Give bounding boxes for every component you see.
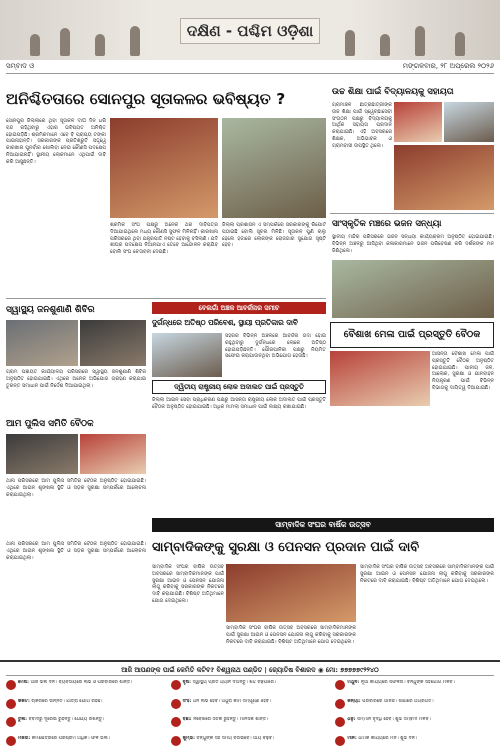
banner-figure <box>380 34 390 56</box>
story-e-photo <box>152 333 222 377</box>
sign-name: ଧନୁ: <box>347 717 358 722</box>
banner-figure <box>130 26 140 56</box>
horoscope-sign <box>6 680 165 697</box>
sign-text: ସମ୍ମାନ ବୃଦ୍ଧି ହେବ। ଶୁଭ ସମ୍ବାଦ ମିଳିବ। <box>357 717 431 722</box>
story-a-photo-2 <box>444 102 494 142</box>
sign-text: ଆଜି ଭଲ ଦିନ। ବ୍ୟବସାୟରେ ଲାଭ ଓ ପରିବାରରେ ଶାନ୍ତି। <box>30 680 133 685</box>
horoscope-header: ଆଜି ଆପଣଙ୍କ ପାଇଁ କେମିତି କଟିବ? ବିଶ୍ୱନାଥ ପଣ୍ଡିତ | ଜ୍ୟୋତିଷ ବିଶାରଦ ◉ ମୋ: ୭୭୭୭୭୯୨୨୪୦ <box>6 665 494 676</box>
horoscope-sign <box>335 717 494 734</box>
story-f-headline-box <box>152 380 326 394</box>
divider <box>330 213 494 214</box>
zodiac-icon <box>6 717 16 727</box>
banner-figure <box>455 32 465 56</box>
banner-figure <box>95 34 105 56</box>
story-a-photo-1 <box>394 102 442 142</box>
story-c-photo-1 <box>6 320 78 366</box>
story-b-headline: ସାଂସ୍କୃତିକ ମଞ୍ଚରେ ଭଜନ ସନ୍ଧ୍ୟା <box>332 219 442 229</box>
sign-name: ତୁଳା: <box>18 717 29 722</box>
story-b-photo <box>332 260 494 318</box>
story-e-body: ସହରର ବିଭିନ୍ନ ଅଞ୍ଚଳରେ ଆବର୍ଜନା ଗଦା ହୋଇ ରହୁଥିବାରୁ ଦୁର୍ଗନ୍ଧରେ ଲୋକେ ଅତିଷ୍ଠ ହୋଇପଡ଼ିଛନ୍ତି। ପୌରପାଳିକା ପକ୍ଷରୁ ନିୟମିତ ସଫେଇ କରାଯାଉନଥିବା ଅଭିଯୋଗ ହେଉଛି। <box>225 333 326 360</box>
horoscope-grid <box>6 680 494 752</box>
sign-name: କର୍କଟ: <box>18 698 32 704</box>
story-d-headline: ଆମ ପୁଲିସ ସମିତି ବୈଠକ <box>6 419 94 429</box>
story-b-body: ସ୍ଥାନୀୟ ମନ୍ଦିର ପରିସରରେ ଭଜନ ସନ୍ଧ୍ୟା କାର୍ଯ୍ୟକ୍ରମ ଅନୁଷ୍ଠିତ ହୋଇଯାଇଛି। ବିଭିନ୍ନ ଅଞ୍ଚଳରୁ ଆସିଥିବା କଳାକାରମାନେ ଭଜନ ପରିବେଷଣ କରି ଦର୍ଶକଙ୍କ ମନ ଜିଣିଥିଲେ। <box>332 234 494 254</box>
story-f-headline: ଦ୍ୱିତୀୟ ରାଷ୍ଟ୍ରୀୟ ଲୋକ ଅଦାଲତ ପାଇଁ ପ୍ରସ୍ତୁତି <box>174 383 304 391</box>
sign-text: କର୍ମକ୍ଷେତ୍ରରେ ପରିଶ୍ରମ ଅଧିକ। ଫଳ ଭଲ। <box>31 735 110 741</box>
sign-name: ମକର: <box>18 735 32 741</box>
story-a-body: ଗ୍ରାମାଞ୍ଚଳ ଛାତ୍ରଛାତ୍ରୀଙ୍କ ଉଚ୍ଚ ଶିକ୍ଷା ପାଇଁ ସ୍ୱେଚ୍ଛାସେବୀ ସଂଗଠନ ପକ୍ଷରୁ ବିଦ୍ୟାଳୟକୁ ଆର୍ଥିକ ସହାୟତା ପ୍ରଦାନ କରାଯାଇଛି। ଏହି ଅବସରରେ ଶିକ୍ଷକ, ଅଭିଭାବକ ଓ ଗ୍ରାମବାସୀ ଉପସ୍ଥିତ ଥିଲେ। <box>332 102 392 149</box>
zodiac-icon <box>335 680 345 690</box>
horoscope-sign <box>171 699 330 716</box>
story-c-headline: ସ୍ୱାସ୍ଥ୍ୟ ଜନଶୁଣାଣି ଶିବିର <box>6 305 95 315</box>
sign-name: ମିଥୁନ: <box>347 680 361 685</box>
sign-name: ବିଛା: <box>182 717 194 722</box>
sign-text: ଚାକିରିରେ ଉନ୍ନତି। ଯାତ୍ରା ଯୋଗ ରହିଛି। <box>31 698 103 704</box>
sign-text: ବନ୍ଧୁଙ୍କ ସହ ସମୟ ବିତାଇବେ। ଆୟ ବଢ଼ିବ। <box>196 735 275 741</box>
sign-text: ବିବାଦରୁ ଦୂରେଇ ରୁହନ୍ତୁ। ଧୈର୍ଯ୍ୟ ରଖନ୍ତୁ। <box>28 717 105 722</box>
story-d-photo-1 <box>6 434 78 474</box>
story-d-body: ଥାନା ପରିସରରେ ଆମ ପୁଲିସ ସମିତିର ବୈଠକ ଅନୁଷ୍ଠିତ ହୋଇଯାଇଛି। ଏଥିରେ ଆଇନ ଶୃଙ୍ଖଳା ସ୍ଥିତି ଓ ସଡ଼କ ସୁରକ୍ଷା ସମ୍ପର୍କରେ ଆଲୋଚନା କରାଯାଇଥିଲା। <box>6 478 146 498</box>
horoscope-sign <box>6 736 165 753</box>
story-h-photo <box>226 564 356 622</box>
story-g-body: ଆସନ୍ତା ବୈଶାଖ ମେଳା ପାଇଁ ପ୍ରସ୍ତୁତି ବୈଠକ ଅନୁଷ୍ଠିତ ହୋଇଯାଇଛି। ପାନୀୟ ଜଳ, ଆଲୋକ, ସୁରକ୍ଷା ଓ ଯାନବାହନ ନିୟନ୍ତ୍ରଣ ପାଇଁ ବିଭିନ୍ନ ବିଭାଗକୁ ଦାୟିତ୍ୱ ଦିଆଯାଇଛି। <box>432 351 494 391</box>
story-h-body-3: ସାମ୍ବାଦିକ ସଂଘର ବାର୍ଷିକ ଉତ୍ସବ ଅବସରରେ ସାମ୍ବାଦିକମାନଙ୍କ ପାଇଁ ସୁରକ୍ଷା ଆଇନ ଓ ପେନସନ ଯୋଜନା ଲାଗୁ କରିବାକୁ ସରକାରଙ୍କ ନିକଟରେ ଦାବି କରାଯାଇଛି। ବିଶିଷ୍ଟ ଅତିଥିମାନେ ଯୋଗ ଦେଇଥିଲେ। <box>360 564 494 584</box>
banner-figure <box>415 26 425 56</box>
banner-figure <box>60 28 70 56</box>
issue-date: ମଙ୍ଗଳବାର, ୨୮ ଅପ୍ରେଲ ୨୦୨୬ <box>402 62 494 70</box>
sign-text: ପରିବାରରେ ଆନନ୍ଦ। ଶିକ୍ଷାରେ ଅଗ୍ରଗତି। <box>362 698 434 704</box>
story-h-body: ସାମ୍ବାଦିକ ସଂଘର ବାର୍ଷିକ ଉତ୍ସବ ଅବସରରେ ସାମ୍ବାଦିକମାନଙ୍କ ପାଇଁ ସୁରକ୍ଷା ଆଇନ ଓ ପେନସନ ଯୋଜନା ଲାଗୁ କରିବାକୁ ସରକାରଙ୍କ ନିକଟରେ ଦାବି କରାଯାଇଛି। ବିଶିଷ୍ଟ ଅତିଥିମାନେ ଯୋଗ ଦେଇଥିଲେ। <box>152 564 224 604</box>
story-h-kicker: ସାମ୍ବାଦିକ ସଂଘର ବାର୍ଷିକ ଉତ୍ସବ <box>152 518 494 532</box>
horoscope-sign <box>171 680 330 697</box>
story-d-body-cont: ଥାନା ପରିସରରେ ଆମ ପୁଲିସ ସମିତିର ବୈଠକ ଅନୁଷ୍ଠିତ ହୋଇଯାଇଛି। ଏଥିରେ ଆଇନ ଶୃଙ୍ଖଳା ସ୍ଥିତି ଓ ସଡ଼କ ସୁରକ୍ଷା ସମ୍ପର୍କରେ ଆଲୋଚନା କରାଯାଇଥିଲା। <box>6 541 146 561</box>
sign-text: ସ୍ୱାସ୍ଥ୍ୟ ପ୍ରତି ଧ୍ୟାନ ଦିଅନ୍ତୁ। ଖର୍ଚ୍ଚ ବଢ଼ିପାରେ। <box>192 680 276 685</box>
divider <box>6 298 326 299</box>
lead-photo-2 <box>222 118 326 218</box>
lead-photo-1 <box>110 118 218 218</box>
lead-body-col2: ଶ୍ରମିକ ସଂଘ ପକ୍ଷରୁ ଅନେକ ଥର ଦାବିପତ୍ର ଦିଆଯାଇଥିଲେ ମଧ୍ୟ କୌଣସି ସୁଫଳ ମିଳିନାହିଁ। କାରଖାନା ପରିସରରେ ଥିବା ଯନ୍ତ୍ରପାତି ନଷ୍ଟ ହେବାକୁ ବସିଲାଣି। ଯଦି ଶୀଘ୍ର ପଦକ୍ଷେପ ନିଆନଯାଏ ତେବେ ଆନ୍ଦୋଳନ କରାଯିବ ବୋଲି ସଂଘ ଚେତାବନୀ ଦେଇଛି। <box>110 222 218 256</box>
section-title: ଦକ୍ଷିଣ - ପଶ୍ଚିମ ଓଡ଼ିଶା <box>180 18 320 44</box>
zodiac-icon <box>6 680 16 690</box>
horoscope-sign <box>171 736 330 753</box>
sign-text: ନୂଆ କାର୍ଯ୍ୟରେ ସଫଳତା। ବନ୍ଧୁଙ୍କ ସହଯୋଗ ମିଳିବ। <box>360 680 455 685</box>
sign-name: ବୃଷ: <box>182 680 193 685</box>
zodiac-icon <box>335 699 345 709</box>
sign-name: କନ୍ୟା: <box>347 698 363 704</box>
issue-line <box>6 62 494 74</box>
lead-headline: ଅନିଶ୍ଚିତତାରେ ସୋନପୁର ସୂତାକଳର ଭବିଷ୍ୟତ ? <box>6 90 286 108</box>
horoscope-sign <box>335 680 494 697</box>
story-a-photo-3 <box>394 145 494 210</box>
story-c-photo-2 <box>80 320 146 366</box>
horoscope-sign <box>6 699 165 716</box>
story-e-kicker: ବେଲଗାଁ ଅଞ୍ଚଳ ଆବର୍ଜନାର ସମୀଚ <box>152 302 326 314</box>
zodiac-icon <box>171 736 181 746</box>
story-c-body: ଗ୍ରାମ ପଞ୍ଚାୟତ କାର୍ଯ୍ୟାଳୟ ପରିସରରେ ସ୍ୱାସ୍ଥ୍ୟ ଜନଶୁଣାଣି ଶିବିର ଅନୁଷ୍ଠିତ ହୋଇଯାଇଛି। ଏଥିରେ ଅନେକ ଅଭିଯୋଗ ଗ୍ରହଣ କରାଯାଇ ତୁରନ୍ତ ସମାଧାନ ପାଇଁ ନିର୍ଦ୍ଦେଶ ଦିଆଯାଇଥିଲା। <box>6 369 146 389</box>
sign-text: ନିବେଶରେ ସତର୍କ ରୁହନ୍ତୁ। ମାନସିକ ଶାନ୍ତି। <box>193 717 269 722</box>
sign-name: ମୀନ: <box>347 735 359 741</box>
zodiac-icon <box>171 699 181 709</box>
horoscope-sign <box>171 717 330 734</box>
horoscope-sign <box>335 736 494 753</box>
sign-name: କୁମ୍ଭ: <box>182 735 197 741</box>
story-g-headline: ବୈଶାଖ ମେଳା ପାଇଁ ପ୍ରସ୍ତୁତି ବୈଠକ <box>343 329 481 340</box>
issue-left: ସମ୍ବାଦ ଓ <box>6 62 35 70</box>
horoscope-sign <box>6 717 165 734</box>
horoscope-section <box>0 660 500 754</box>
story-f-body: ଜିଲ୍ଲା ଆଇନ ସେବା ପ୍ରାଧିକରଣ ପକ୍ଷରୁ ଆସନ୍ତା ରାଷ୍ଟ୍ରୀୟ ଲୋକ ଅଦାଲତ ପାଇଁ ପ୍ରସ୍ତୁତି ବୈଠକ ଅନୁଷ୍ଠିତ ହୋଇଯାଇଛି। ଅଧିକ ମାମଲା ସମାଧାନ ପାଇଁ ଲକ୍ଷ୍ୟ ରଖାଯାଇଛି। <box>152 397 326 410</box>
sign-text: ଧନ ଲାଭ ହେବ। ଅଧୁରା କାମ ସମ୍ପୂର୍ଣ୍ଣ ହେବ। <box>192 698 272 704</box>
story-g-photo <box>330 351 430 406</box>
zodiac-icon <box>335 736 345 746</box>
zodiac-icon <box>171 680 181 690</box>
story-g-headline-box <box>330 322 494 348</box>
story-h-body-2: ସାମ୍ବାଦିକ ସଂଘର ବାର୍ଷିକ ଉତ୍ସବ ଅବସରରେ ସାମ୍ବାଦିକମାନଙ୍କ ପାଇଁ ସୁରକ୍ଷା ଆଇନ ଓ ପେନସନ ଯୋଜନା ଲାଗୁ କରିବାକୁ ସରକାରଙ୍କ ନିକଟରେ ଦାବି କରାଯାଇଛି। ବିଶିଷ୍ଟ ଅତିଥିମାନେ ଯୋଗ ଦେଇଥିଲେ। <box>226 625 356 645</box>
story-h-headline: ସାମ୍ବାଦିକଙ୍କୁ ସୁରକ୍ଷା ଓ ପେନସନ ପ୍ରଦାନ ପାଇଁ ଦାବି <box>152 540 420 555</box>
zodiac-icon <box>6 736 16 746</box>
zodiac-icon <box>171 717 181 727</box>
story-e-headline: ଦୁର୍ଗନ୍ଧରେ ଅତିଷ୍ଠ ପରିବେଶ, ସ୍ଥାୟୀ ପ୍ରତିକାର ଦାବି <box>152 318 298 327</box>
zodiac-icon <box>6 699 16 709</box>
story-d-photo-2 <box>80 434 146 474</box>
sign-text: ଧାର୍ମିକ କାର୍ଯ୍ୟରେ ମନ। ଶୁଭ ଦିନ। <box>358 735 418 741</box>
story-a-headline: ଉଚ୍ଚ ଶିକ୍ଷା ପାଇଁ ବିଦ୍ୟାଳୟକୁ ସହାୟତା <box>332 87 454 97</box>
zodiac-icon <box>335 717 345 727</box>
banner-figure <box>30 34 40 56</box>
horoscope-sign <box>335 699 494 716</box>
sign-name: ମେଷ: <box>18 680 31 685</box>
sign-name: ସିଂହ: <box>182 698 193 704</box>
banner-figure <box>345 30 355 56</box>
lead-body-col3: ଜିଲ୍ଲା ପ୍ରଶାସନ ଏ ସମ୍ପର୍କରେ ସରକାରଙ୍କୁ ରିପୋର୍ଟ ପଠାଇଛି ବୋଲି ସୂଚନା ମିଳିଛି। ସୂତାକଳ ପୁଣି ଚାଲୁ ହେଲେ ହଜାରେ ଲୋକଙ୍କ ରୋଜଗାର ସୁଯୋଗ ସୃଷ୍ଟି ହେବ। <box>222 222 326 249</box>
lead-body-col1: ସୋନପୁର ଜିଲ୍ଲାରେ ଥିବା ସୂତାକଳ ଦୀର୍ଘ ଦିନ ଧରି ବନ୍ଦ ରହିଥିବାରୁ ଏହାର ଭବିଷ୍ୟତ ଅନିଶ୍ଚିତ ହୋଇପଡ଼ିଛି। ଶ୍ରମିକମାନେ ଏବେ ବି ପ୍ରାପ୍ୟ ଟଙ୍କା ପାଇନାହାନ୍ତି। ସରକାରଙ୍କ ପ୍ରତିଶ୍ରୁତି ସତ୍ତ୍ୱେ କାରଖାନା ପୁନର୍ବାର ଖୋଲିବା ନେଇ କୌଣସି ପଦକ୍ଷେପ ନିଆଯାଇନାହିଁ। ସ୍ଥାନୀୟ ଲୋକମାନେ ଏଥିପାଇଁ ଦାବି କରି ଆସୁଛନ୍ତି। <box>6 118 106 165</box>
